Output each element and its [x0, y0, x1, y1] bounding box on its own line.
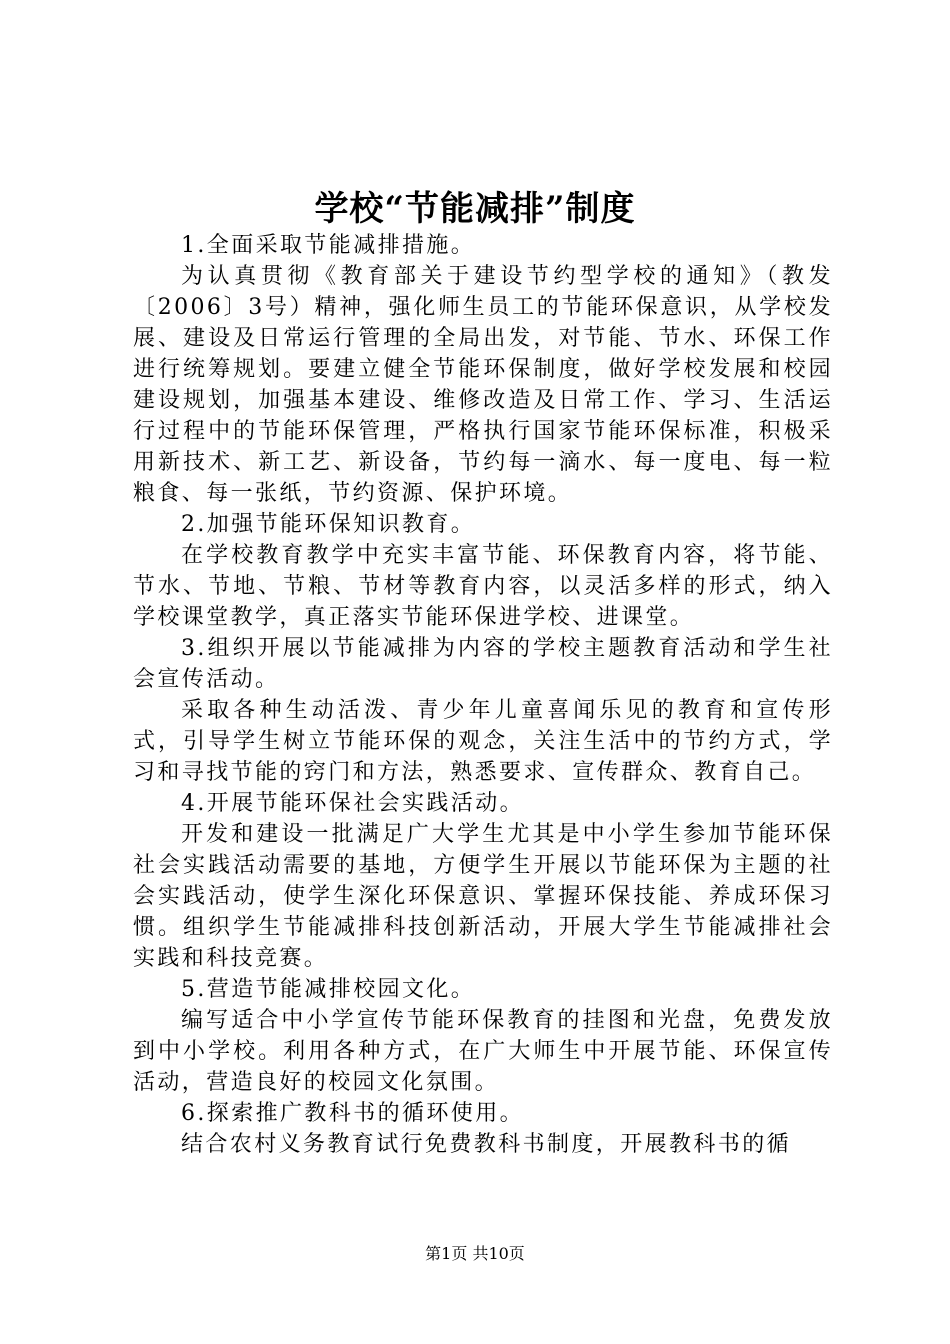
section-body-4: 开发和建设一批满足广大学生尤其是中小学生参加节能环保社会实践活动需要的基地，方便学生开展以节能环保为主题的社会实践活动，使学生深化环保意识、掌握环保技能、养成环保习惯。组织学生节能减排科技创新活动，开展大学生节能减排社会实践和科技竞赛。: [133, 822, 833, 971]
section-body-6: 结合农村义务教育试行免费教科书制度，开展教科书的循: [181, 1132, 792, 1157]
section-heading-1: 1.全面采取节能减排措施。: [181, 233, 476, 258]
section-heading-4: 4.开展节能环保社会实践活动。: [181, 791, 524, 816]
document-title: 学校“节能减排”制度: [314, 189, 636, 229]
section-body-5: 编写适合中小学宣传节能环保教育的挂图和光盘，免费发放到中小学校。利用各种方式，在广大师生中开展节能、环保宣传活动，营造良好的校园文化氛围。: [133, 1008, 833, 1095]
section-body-1: 为认真贯彻《教育部关于建设节约型学校的通知》（教发〔2006〕3号）精神，强化师生员工的节能环保意识，从学校发展、建设及日常运行管理的全局出发，对节能、节水、环保工作进行统筹规划。要建立健全节能环保制度，做好学校发展和校园建设规划，加强基本建设、维修改造及日常工作、学习、生活运行过程中的节能环保管理，严格执行国家节能环保标准，积极采用新技术、新工艺、新设备，节约每一滴水、每一度电、每一粒粮食、每一张纸，节约资源、保护环境。: [133, 264, 833, 506]
page-number-footer: 第1页 共10页: [425, 1244, 525, 1263]
section-body-3: 采取各种生动活泼、青少年儿童喜闻乐见的教育和宣传形式，引导学生树立节能环保的观念，关注生活中的节约方式，学习和寻找节能的窍门和方法，熟悉要求、宣传群众、教育自己。: [133, 698, 833, 785]
section-heading-2: 2.加强节能环保知识教育。: [181, 512, 476, 537]
section-heading-5: 5.营造节能减排校园文化。: [181, 977, 476, 1002]
section-heading-6: 6.探索推广教科书的循环使用。: [181, 1101, 524, 1126]
document-body: [133, 230, 833, 1160]
section-body-2: 在学校教育教学中充实丰富节能、环保教育内容，将节能、节水、节地、节粮、节材等教育内容，以灵活多样的形式，纳入学校课堂教学，真正落实节能环保进学校、进课堂。: [133, 543, 833, 630]
section-heading-3: 3.组织开展以节能减排为内容的学校主题教育活动和学生社会宣传活动。: [133, 636, 833, 692]
